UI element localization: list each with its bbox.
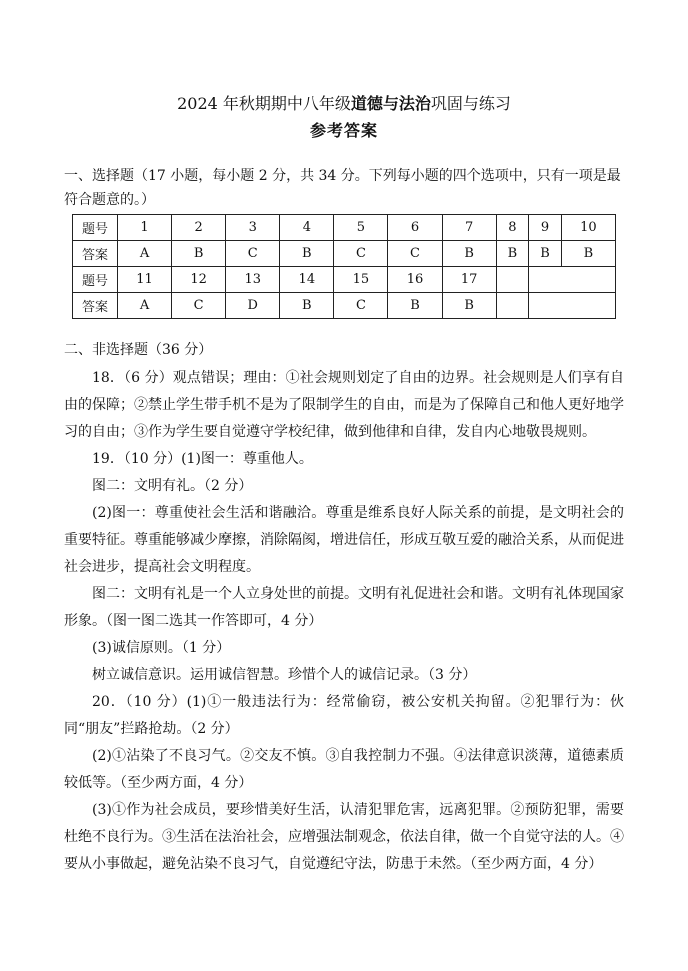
table-cell: A [118,241,172,267]
answer-18: 18．（6 分）观点错误；理由：①社会规则划定了自由的边界。社会规则是人们享有自由的保障；②禁止学生带手机不是为了限制学生的自由，而是为了保障自己和他人更好地学习的自由；③作为学生要自觉遵守学校纪律，做到他律和自律，发自内心地敬畏规则。 [64,370,624,440]
document-subtitle: 参考答案 [309,121,378,140]
table-cell: C [334,241,388,267]
table-cell: 5 [334,215,388,241]
table-cell: 12 [172,267,226,293]
table-cell: 6 [388,215,442,241]
table-cell: C [226,241,280,267]
row-label-number: 题号 [73,215,118,241]
table-cell: 16 [388,267,442,293]
title-prefix: 2024 年秋期期中八年级 [177,94,351,113]
table-cell: D [226,293,280,319]
row-label-answer: 答案 [73,293,118,319]
table-cell-empty [529,293,616,319]
title-subject: 道德与法治 [350,94,431,113]
section2-heading: 二、非选择题（36 分） [64,342,213,358]
table-cell: C [388,241,442,267]
table-cell: 3 [226,215,280,241]
table-cell: C [334,293,388,319]
table-cell: B [496,241,529,267]
table-cell: 2 [172,215,226,241]
table-cell: B [388,293,442,319]
table-cell: 9 [529,215,562,241]
table-cell: B [561,241,615,267]
table-cell: 7 [442,215,496,241]
answer-19-1: 19．（10 分）(1)图一：尊重他人。 [92,451,313,467]
table-row-answers-1 [73,241,616,267]
answer-19-3-detail: 树立诚信意识。运用诚信智慧。珍惜个人的诚信记录。（3 分） [92,667,477,683]
table-cell: B [529,241,562,267]
answer-19-1-fig2: 图二：文明有礼。（2 分） [92,478,253,494]
table-cell: C [172,293,226,319]
table-cell: B [442,241,496,267]
answer-20-3: (3)①作为社会成员，要珍惜美好生活，认清犯罪危害，远离犯罪。②预防犯罪，需要杜绝不良行为。③生活在法治社会，应增强法制观念，依法自律，做一个自觉守法的人。④要从小事做起，避免沾染不良习气，自觉遵纪守法，防患于未然。（至少两方面，4 分） [64,802,624,872]
section1-heading: 一、选择题（17 小题，每小题 2 分，共 34 分。下列每小题的四个选项中，只有一项是最符合题意的。） [64,168,621,208]
table-cell: 10 [561,215,615,241]
table-cell-empty [496,267,529,293]
table-cell: 1 [118,215,172,241]
answer-19-3: (3)诚信原则。（1 分） [92,640,231,656]
row-label-number: 题号 [73,267,118,293]
table-cell: 17 [442,267,496,293]
table-cell-empty [496,293,529,319]
table-cell: B [442,293,496,319]
document-title [0,91,688,114]
table-row-numbers-2 [73,267,616,293]
title-suffix: 巩固与练习 [430,94,511,113]
table-cell: A [118,293,172,319]
answer-table [72,214,616,319]
answer-19-2-fig2: 图二：文明有礼是一个人立身处世的前提。文明有礼促进社会和谐。文明有礼体现国家形象。（图一图二选其一作答即可，4 分） [64,586,624,629]
table-cell-empty [529,267,616,293]
row-label-answer: 答案 [73,241,118,267]
answer-19-2: (2)图一：尊重使社会生活和谐融洽。尊重是维系良好人际关系的前提，是文明社会的重要特征。尊重能够减少摩擦，消除隔阂，增进信任，形成互敬互爱的融洽关系，从而促进社会进步，提高社会文明程度。 [64,505,624,575]
table-cell: B [280,241,334,267]
table-row-numbers-1 [73,215,616,241]
table-cell: 13 [226,267,280,293]
table-cell: 8 [496,215,529,241]
table-cell: 14 [280,267,334,293]
table-cell: B [280,293,334,319]
table-cell: 15 [334,267,388,293]
table-cell: B [172,241,226,267]
table-cell: 11 [118,267,172,293]
table-row-answers-2 [73,293,616,319]
answer-20-1: 20．（10 分）(1)①一般违法行为：经常偷窃，被公安机关拘留。②犯罪行为：伙同“朋友”拦路抢劫。（2 分） [64,694,624,737]
table-cell: 4 [280,215,334,241]
answer-20-2: (2)①沾染了不良习气。②交友不慎。③自我控制力不强。④法律意识淡薄，道德素质较低等。（至少两方面，4 分） [64,748,624,791]
section2 [64,337,624,878]
